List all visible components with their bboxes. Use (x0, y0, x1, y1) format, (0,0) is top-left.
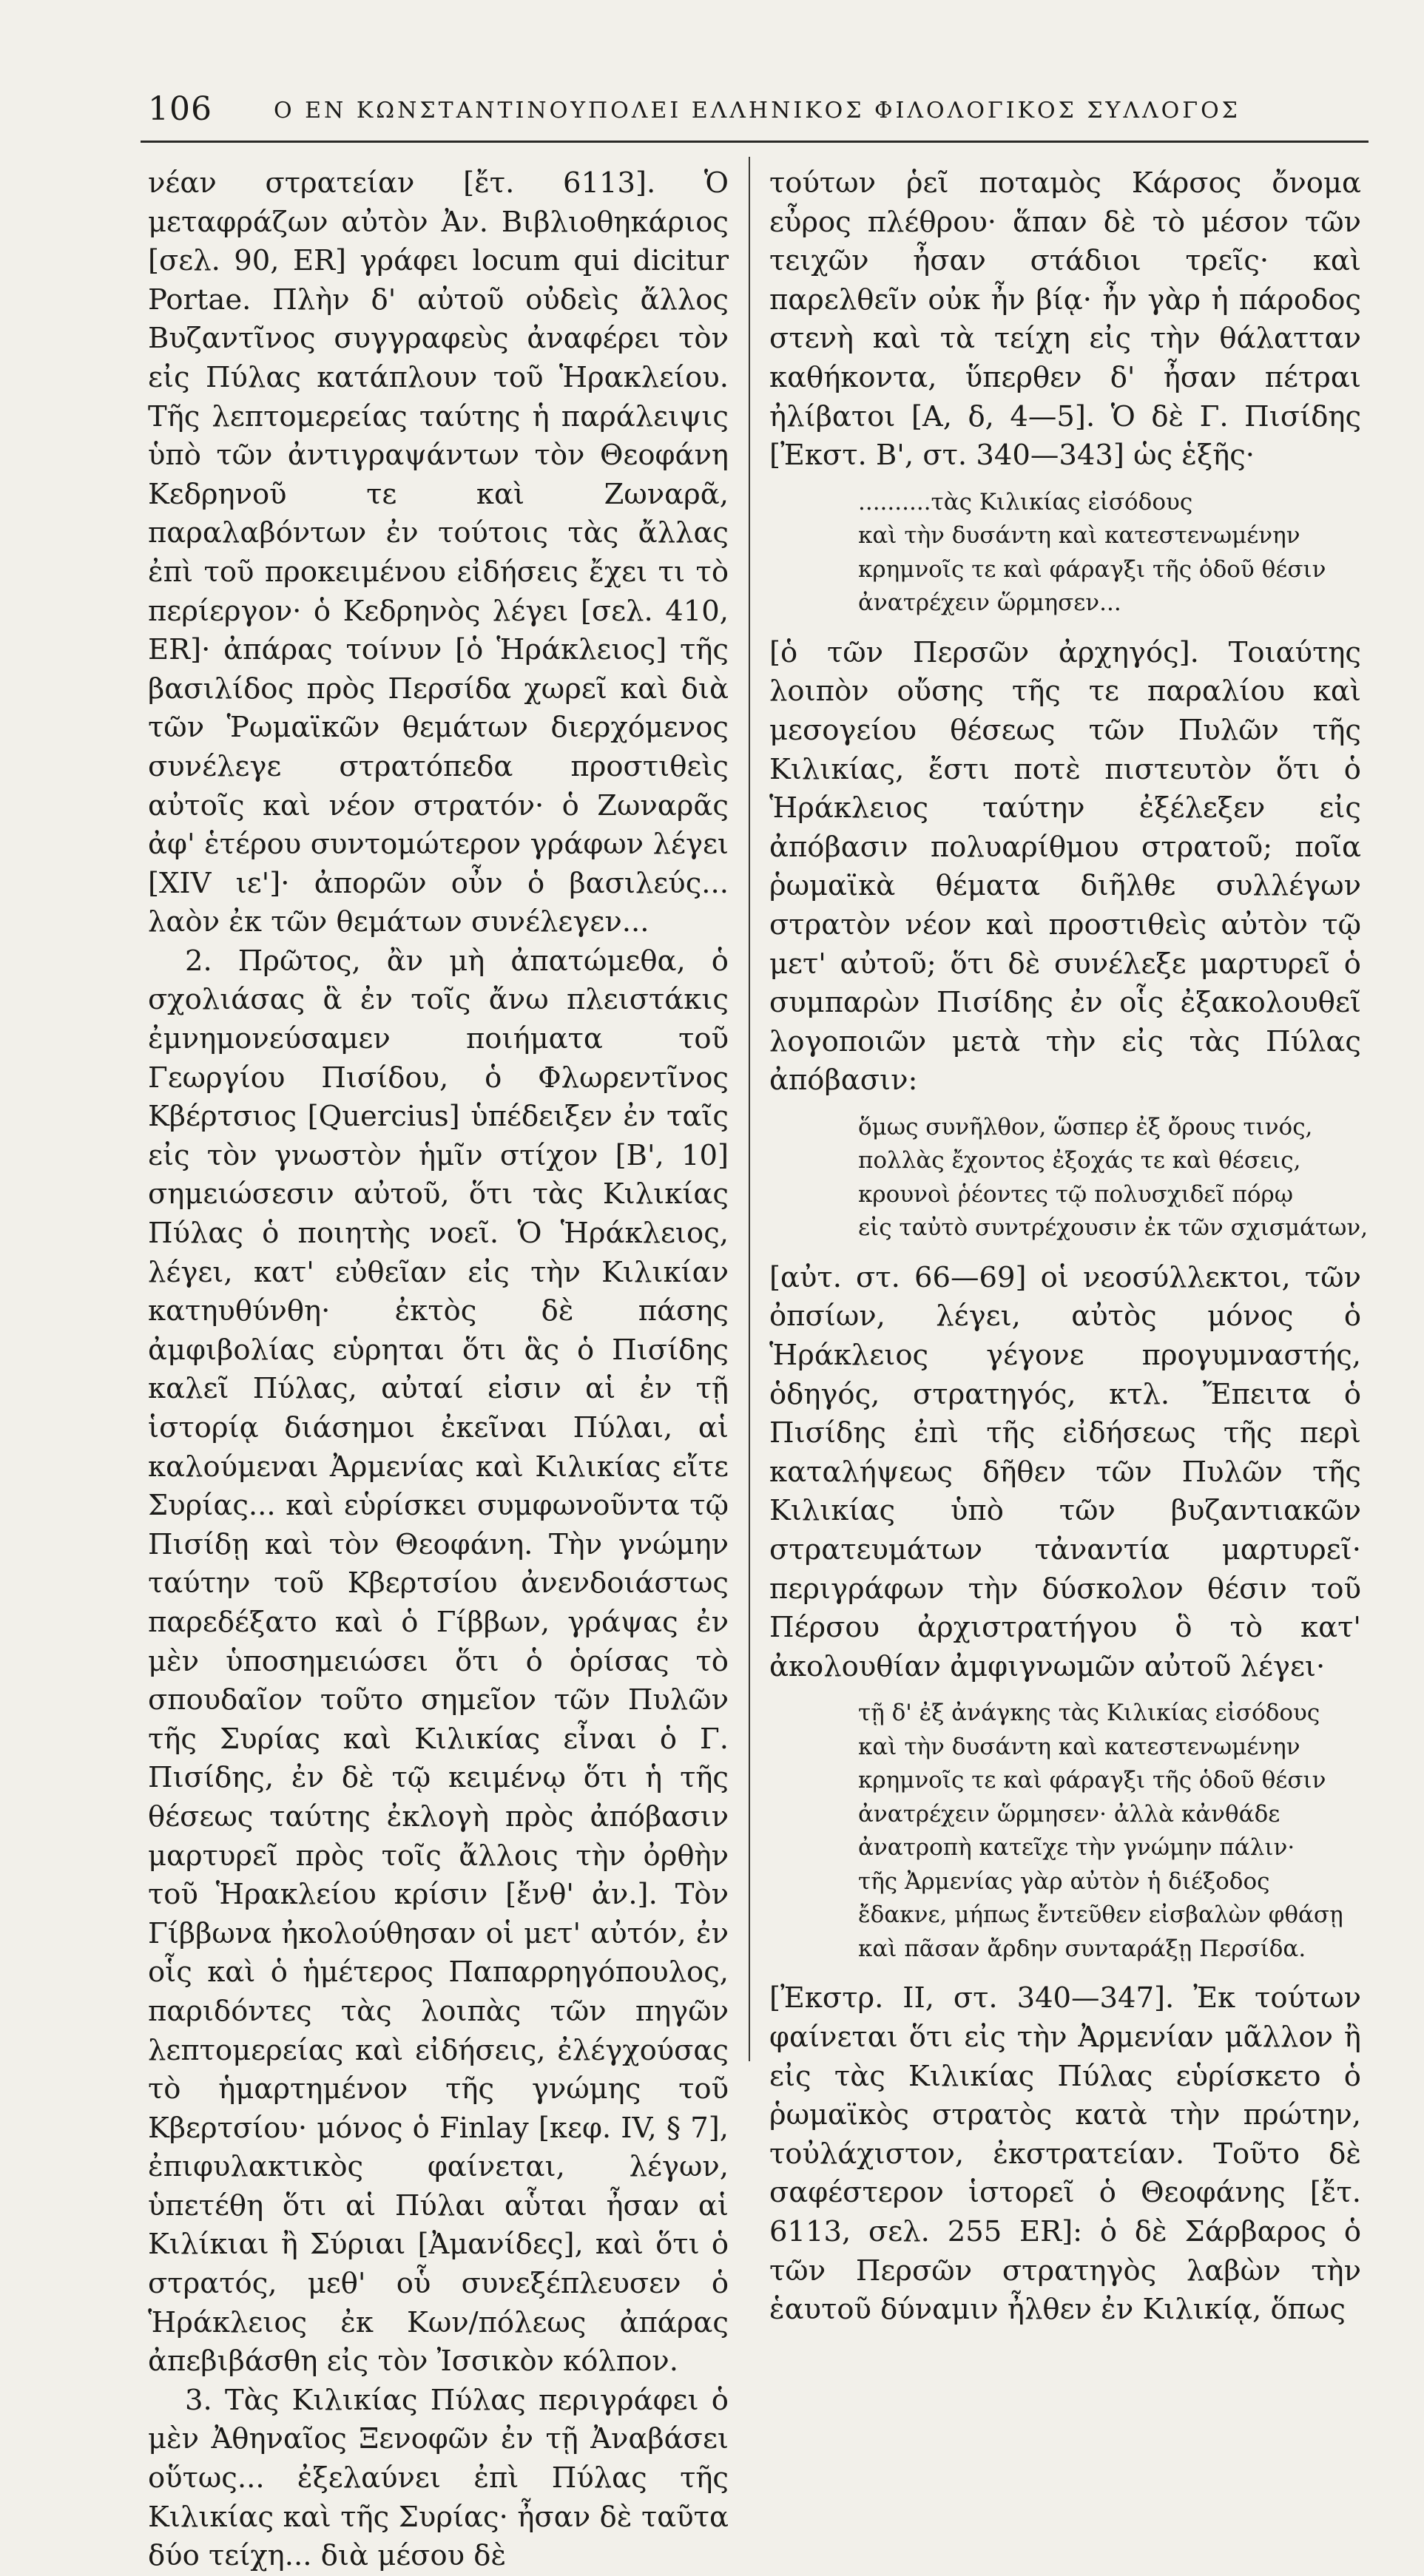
header-rule (141, 141, 1369, 143)
verse-line: καὶ τὴν δυσάντη καὶ κατεστενωμένην (858, 1733, 1300, 1760)
left-paragraph-3: 3. Τὰς Κιλικίας Πύλας περιγράφει ὁ μὲν Ἀθηναῖος Ξενοφῶν ἐν τῇ Ἀναβάσει οὕτως... ἐξελαύνει ἐπὶ Πύλας τῆς Κιλικίας καὶ τῆς Συρίας· ἦσαν δὲ ταῦτα δύο τείχη... διὰ μέσου δὲ (148, 2383, 729, 2573)
verse-line: ὅμως συνῆλθον, ὥσπερ ἐξ ὄρους τινός, (858, 1113, 1313, 1140)
verse-line: τῆς Ἀρμενίας γὰρ αὐτὸν ἡ διέξοδος (858, 1867, 1270, 1895)
verse-quotation-1 (769, 486, 1361, 621)
verse-line: ..........τὰς Κιλικίας εἰσόδους (858, 488, 1193, 515)
verse-line: καὶ τὴν δυσάντη καὶ κατεστενωμένην (858, 522, 1300, 550)
right-paragraph-4: [Ἐκστρ. ΙΙ, στ. 340—347]. Ἐκ τούτων φαίνεται ὅτι εἰς τὴν Ἀρμενίαν μᾶλλον ἢ εἰς τὰς Κιλικίας Πύλας εὑρίσκετο ὁ ῥωμαϊκὸς στρατὸς κατὰ τὴν πρώτην, τοὐλάχιστον, ἐκστρατείαν. Τοῦτο δὲ σαφέστερον ἱστορεῖ ὁ Θεοφάνης [ἔτ. 6113, σελ. 255 ER]: ὁ δὲ Σάρβαρος ὁ τῶν Περσῶν στρατηγὸς λαβὼν τὴν ἑαυτοῦ δύναμιν ἦλθεν ἐν Κιλικίᾳ, ὅπως (769, 1981, 1361, 2327)
left-column (148, 164, 729, 2576)
verse-line: ἀνατρέχειν ὥρμησεν· ἀλλὰ κἀνθάδε (858, 1800, 1280, 1828)
verse-line: ἀνατροπὴ κατεῖχε τὴν γνώμην πάλιν· (858, 1834, 1295, 1862)
verse-line: καὶ πᾶσαν ἄρδην συνταράξῃ Περσίδα. (858, 1935, 1306, 1962)
verse-line: ἔδακνε, μήπως ἔντεῦθεν εἰσβαλὼν φθάσῃ (858, 1901, 1343, 1929)
verse-line: ἀνατρέχειν ὥρμησεν... (858, 589, 1121, 617)
verse-line: τῇ δ' ἐξ ἀνάγκης τὰς Κιλικίας εἰσόδους (858, 1700, 1320, 1727)
running-head (148, 87, 1346, 135)
verse-line: εἰς ταὐτὸ συντρέχουσιν ἐκ τῶν σχισμάτων, (858, 1214, 1369, 1242)
left-paragraph-2: 2. Πρῶτος, ἂν μὴ ἀπατώμεθα, ὁ σχολιάσας ἃ ἐν τοῖς ἄνω πλειστάκις ἐμνημονεύσαμεν ποιήματα τοῦ Γεωργίου Πισίδου, ὁ Φλωρεντῖνος Κβέρτσιος [Quercius] ὑπέδειξεν ἐν ταῖς εἰς τὸν γνωστὸν ἡμῖν στίχον [Β', 10] σημειώσεσιν αὐτοῦ, ὅτι τὰς Κιλικίας Πύλας ὁ ποιητὴς νοεῖ. Ὁ Ἡράκλειος, λέγει, κατ' εὐθεῖαν εἰς τὴν Κιλικίαν κατηυθύνθη· ἐκτὸς δὲ πάσης ἀμφιβολίας εὑρηται ὅτι ἃς ὁ Πισίδης καλεῖ Πύλας, αὐταί εἰσιν αἱ ἐν τῇ ἱστορίᾳ διάσημοι ἐκεῖναι Πύλαι, αἱ καλούμεναι Ἀρμενίας καὶ Κιλικίας εἴτε Συρίας... καὶ εὑρίσκει συμφωνοῦντα τῷ Πισίδῃ καὶ τὸν Θεοφάνη. Τὴν γνώμην ταύτην τοῦ Κβερτσίου ἀνενδοιάστως παρεδέξατο καὶ ὁ Γίββων, γράψας ἐν μὲν ὑποσημειώσει ὅτι ὁ ὁρίσας τὸ σπουδαῖον τοῦτο σημεῖον τῶν Πυλῶν τῆς Συρίας καὶ Κιλικίας εἶναι ὁ Γ. Πισίδης, ἐν δὲ τῷ κειμένῳ ὅτι ἡ τῆς θέσεως ταύτης ἐκλογὴ πρὸς ἀπόβασιν μαρτυρεῖ πρὸς τοῖς ἄλλοις τὴν ὀρθὴν τοῦ Ἡρακλείου κρίσιν [ἔνθ' ἀν.]. Τὸν Γίββωνα ἠκολούθησαν οἱ μετ' αὐτόν, ἐν οἷς καὶ ὁ ἡμέτερος Παπαρρηγόπουλος, παριδόντες τὰς λοιπὰς τῶν πηγῶν λεπτομερείας καὶ εἰδήσεις, ἐλέγχούσας τὸ ἡμαρτημένον τῆς γνώμης τοῦ Κβερτσίου· μόνος ὁ Finlay [κεφ. IV, § 7], ἐπιφυλακτικὸς φαίνεται, λέγων, ὑπετέθη ὅτι αἱ Πύλαι αὗται ἦσαν αἱ Κιλίκιαι ἢ Σύριαι [Ἀμανίδες], καὶ ὅτι ὁ στρατός, μεθ' οὗ συνεξέπλευσεν ὁ Ἡράκλειος ἐκ Κων/πόλεως ἀπάρας ἀπεβιβάσθη εἰς τὸν Ἰσσικὸν κόλπον. (148, 944, 729, 2379)
verse-quotation-2 (769, 1111, 1369, 1245)
journal-title: Ο ΕΝ ΚΩΝΣΤΑΝΤΙΝΟΥΠΟΛΕΙ ΕΛΛΗΝΙΚΟΣ ΦΙΛΟΛΟΓΙΚΟΣ ΣΥΛΛΟΓΟΣ (274, 98, 1241, 124)
right-column (769, 164, 1369, 2330)
right-paragraph-1: τούτων ῥεῖ ποταμὸς Κάρσος ὄνομα εὖρος πλέθρου· ἅπαν δὲ τὸ μέσον τῶν τειχῶν ἦσαν στάδιοι τρεῖς· καὶ παρελθεῖν οὐκ ἦν βίᾳ· ἦν γὰρ ἡ πάροδος στενὴ καὶ τὰ τείχη εἰς τὴν θάλατταν καθήκοντα, ὕπερθεν δ' ἦσαν πέτραι ἠλίβατοι [Α, δ, 4—5]. Ὁ δὲ Γ. Πισίδης [Ἐκστ. Β', στ. 340—343] ὡς ἑξῆς· (769, 166, 1361, 473)
verse-line: κρημνοῖς τε καὶ φάραγξι τῆς ὁδοῦ θέσιν (858, 555, 1326, 583)
left-paragraph-1: νέαν στρατείαν [ἔτ. 6113]. Ὁ μεταφράζων αὐτὸν Ἀν. Βιβλιοθηκάριος [σελ. 90, ER] γράφει locum qui dicitur Portae. Πλὴν δ' αὐτοῦ οὐδεὶς ἄλλος Βυζαντῖνος συγγραφεὺς ἀναφέρει τὸν εἰς Πύλας κατάπλουν τοῦ Ἡρακλείου. Τῆς λεπτομερείας ταύτης ἡ παράλειψις ὑπὸ τῶν ἀντιγραψάντων τὸν Θεοφάνη Κεδρηνοῦ τε καὶ Ζωναρᾶ, παραλαβόντων ἐν τούτοις τὰς ἄλλας ἐπὶ τοῦ προκειμένου εἰδήσεις ἔχει τι τὸ περίεργον· ὁ Κεδρηνὸς λέγει [σελ. 410, ER]· ἀπάρας τοίνυν [ὁ Ἡράκλειος] τῆς βασιλίδος πρὸς Περσίδα χωρεῖ καὶ διὰ τῶν Ῥωμαϊκῶν θεμάτων διερχόμενος συνέλεγε στρατόπεδα προστιθεὶς αὐτοῖς καὶ νέον στρατόν· ὁ Ζωναρᾶς ἀφ' ἑτέρου συντομώτερον γράφων λέγει [XIV ιε']· ἀπορῶν οὖν ὁ βασιλεύς... λαὸν ἐκ τῶν θεμάτων συνέλεγεν... (148, 166, 729, 939)
right-paragraph-3: [αὐτ. στ. 66—69] οἱ νεοσύλλεκτοι, τῶν ὀπσίων, λέγει, αὐτὸς μόνος ὁ Ἡράκλειος γέγονε προγυμναστής, ὁδηγός, στρατηγός, κτλ. Ἔπειτα ὁ Πισίδης ἐπὶ τῆς εἰδήσεως τῆς περὶ καταλήψεως δῆθεν τῶν Πυλῶν τῆς Κιλικίας ὑπὸ τῶν βυζαντιακῶν στρατευμάτων τἀναντία μαρτυρεῖ· περιγράφων τὴν δύσκολον θέσιν τοῦ Πέρσου ἀρχιστρατήγου ὃ τὸ κατ' ἀκολουθίαν ἀμφιγνωμῶν αὐτοῦ λέγει· (769, 1260, 1361, 1683)
verse-line: κρημνοῖς τε καὶ φάραγξι τῆς ὁδοῦ θέσιν (858, 1767, 1326, 1794)
page-number: 106 (148, 90, 212, 128)
verse-quotation-3 (769, 1697, 1361, 1966)
verse-line: κρουνοὶ ῥέοντες τῷ πολυσχιδεῖ πόρῳ (858, 1180, 1294, 1208)
right-paragraph-2: [ὁ τῶν Περσῶν ἀρχηγός]. Τοιαύτης λοιπὸν οὔσης τῆς τε παραλίου καὶ μεσογείου θέσεως τῶν Πυλῶν τῆς Κιλικίας, ἔστι ποτὲ πιστευτὸν ὅτι ὁ Ἡράκλειος ταύτην ἐξέλεξεν εἰς ἀπόβασιν πολυαρίθμου στρατοῦ; ποῖα ῥωμαϊκὰ θέματα διῆλθε συλλέγων στρατὸν νέον καὶ προστιθεὶς αὐτὸν τῷ μετ' αὐτοῦ; ὅτι δὲ συνέλεξε μαρτυρεῖ ὁ συμπαρὼν Πισίδης ἐν οἷς ἐξακολουθεῖ λογοποιῶν μετὰ τὴν εἰς τὰς Πύλας ἀπόβασιν: (769, 635, 1361, 1098)
column-divider (749, 157, 750, 2061)
verse-line: πολλὰς ἔχοντος ἐξοχάς τε καὶ θέσεις, (858, 1147, 1301, 1174)
